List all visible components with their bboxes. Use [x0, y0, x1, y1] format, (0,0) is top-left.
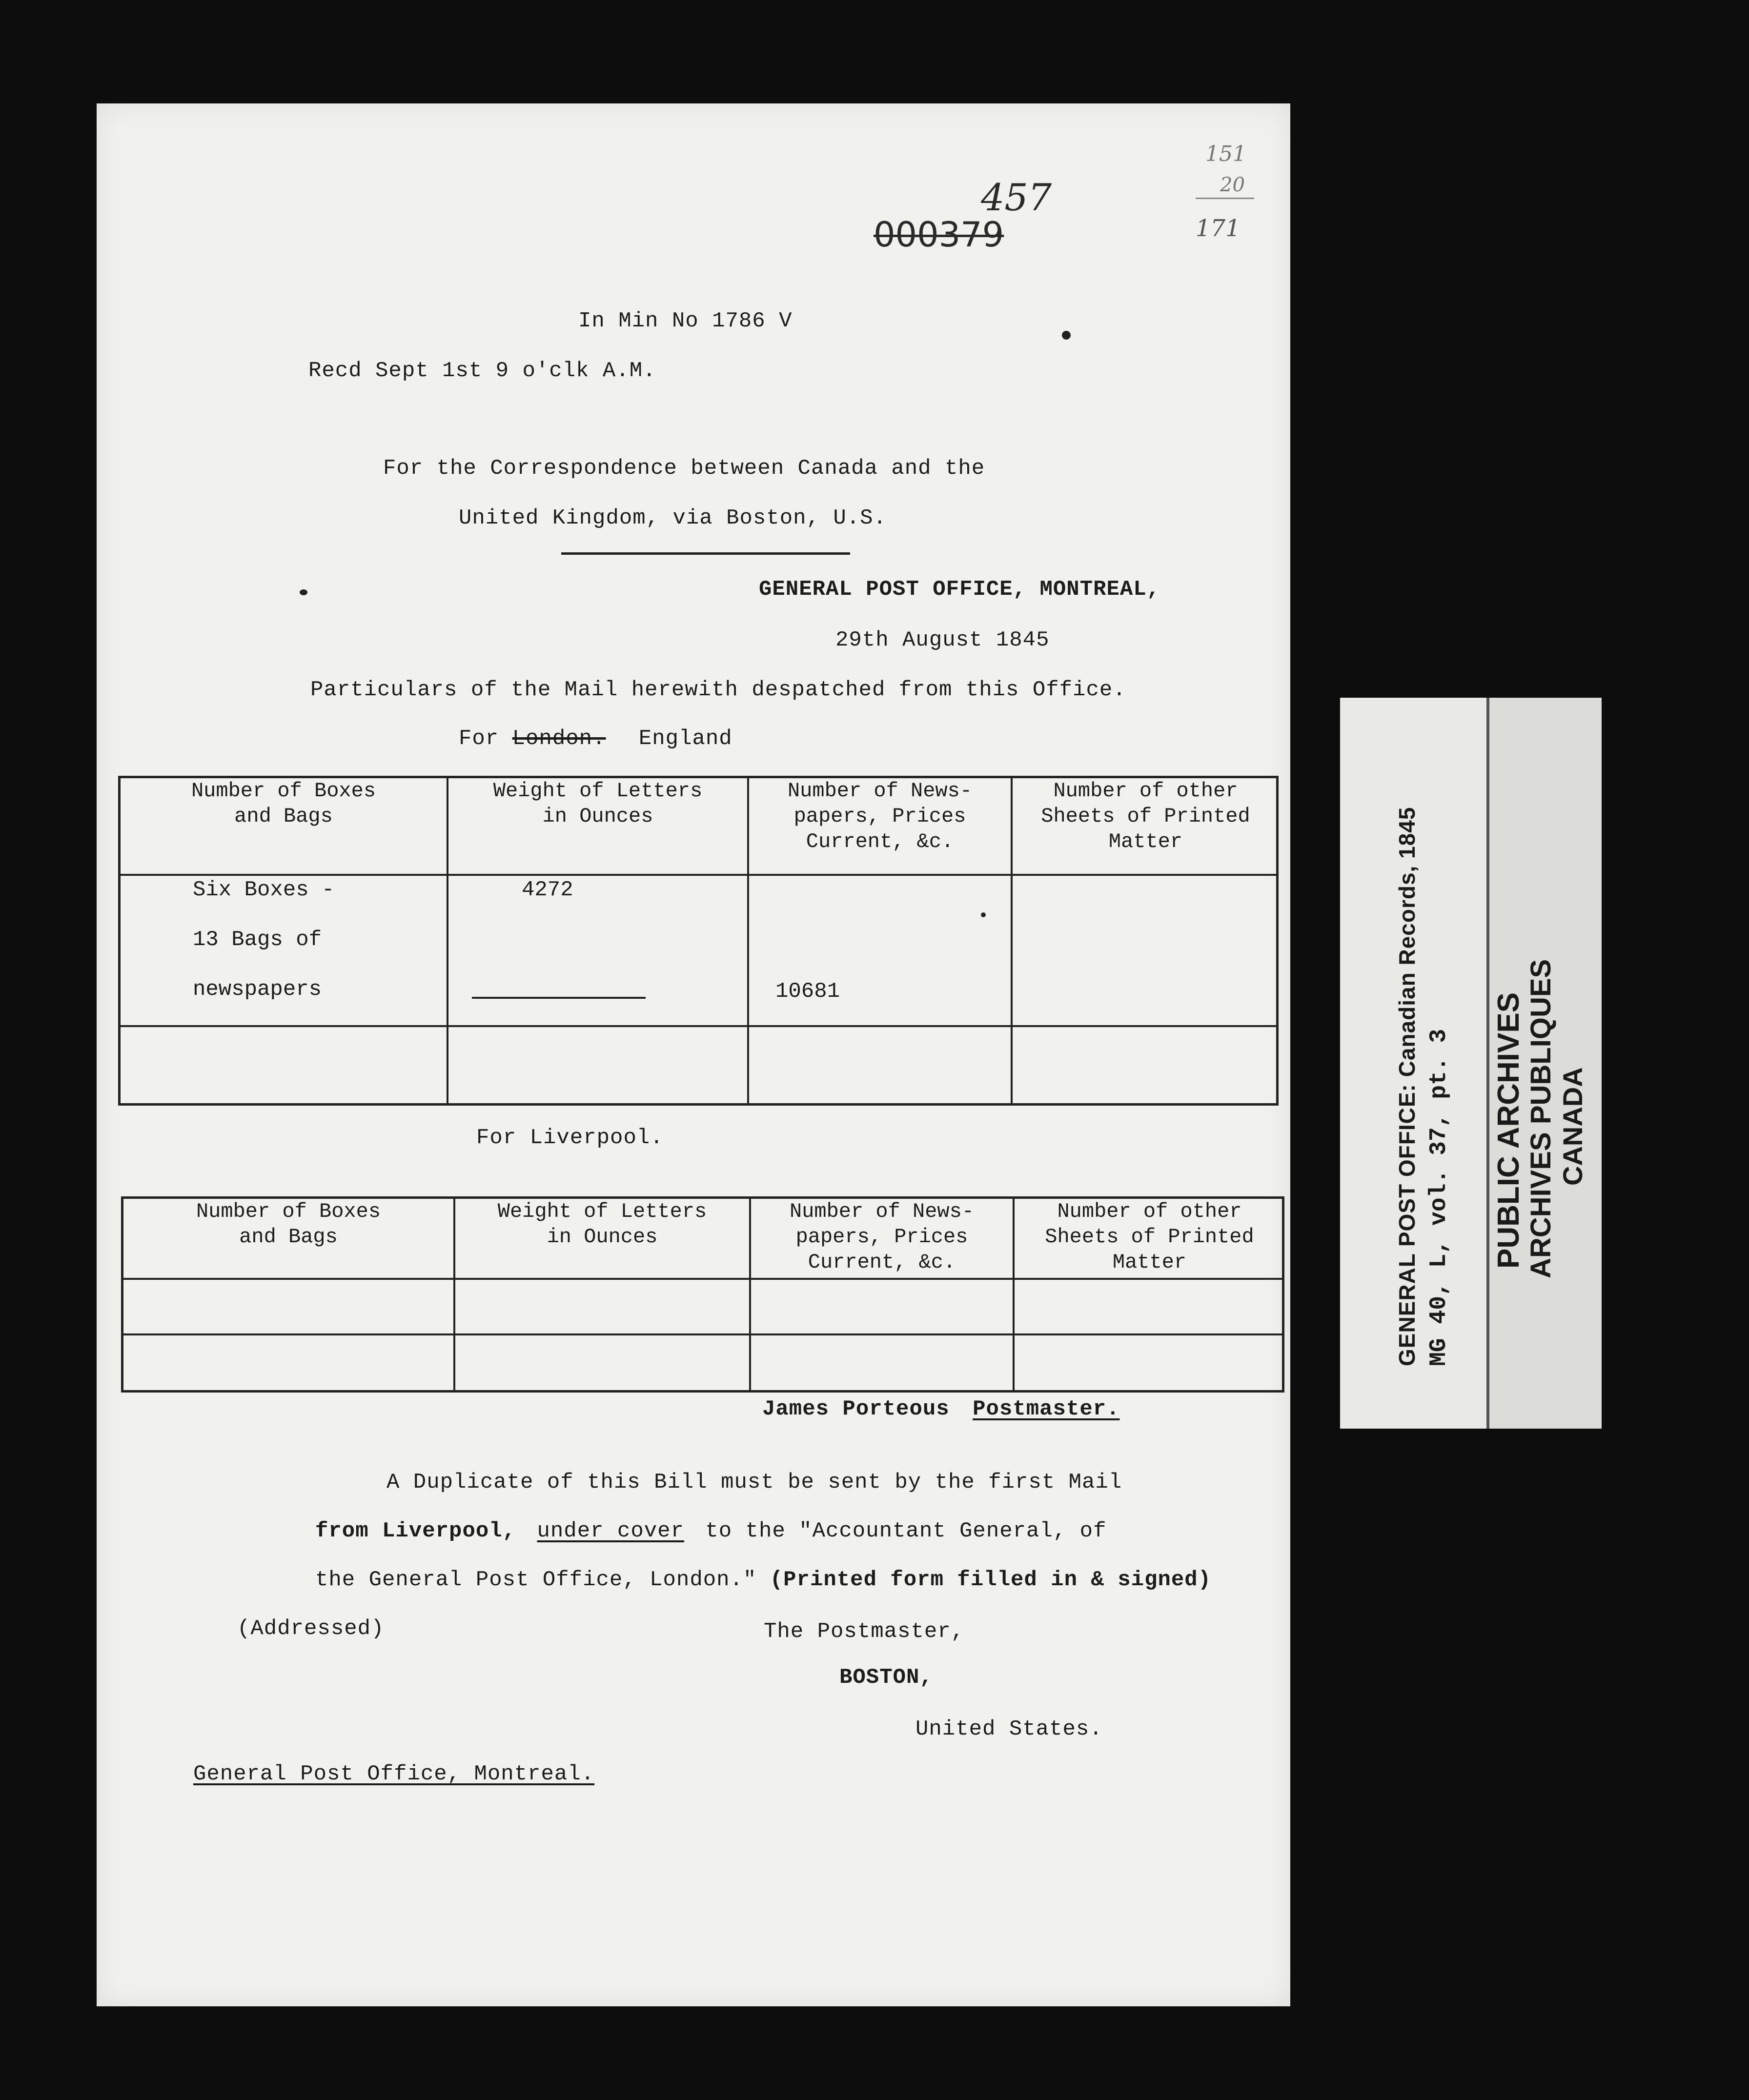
- column-header-other: Number of other Sheets of Printed Matter: [1045, 1200, 1254, 1274]
- cell-boxes-line-2: 13 Bags of: [193, 928, 322, 952]
- particulars-heading: Particulars of the Mail herewith despatched from this Office.: [310, 678, 1126, 702]
- margin-note-1: 151: [1205, 141, 1246, 166]
- column-header-boxes: Number of Boxes and Bags: [191, 779, 376, 828]
- column-header-other: Number of other Sheets of Printed Matter: [1041, 779, 1250, 853]
- folio-number: 457: [981, 176, 1052, 219]
- ink-spot: [1062, 331, 1071, 340]
- column-header-newspapers: Number of News- papers, Prices Current, &c.: [789, 1200, 975, 1274]
- postmaster-title: Postmaster.: [973, 1397, 1120, 1421]
- purpose-line-1: For the Correspondence between Canada and the: [383, 456, 985, 481]
- instruction-line-2: [315, 1520, 1106, 1542]
- margin-note-3: 171: [1196, 215, 1241, 242]
- archive-record-line-1: GENERAL POST OFFICE: Canadian Records, 1845: [1394, 807, 1420, 1366]
- address-line-3: United States.: [915, 1717, 1103, 1741]
- destination-line: [459, 728, 732, 749]
- accountant-general: to the "Accountant General, of: [705, 1519, 1107, 1543]
- origin-office: General Post Office, Montreal.: [193, 1762, 595, 1786]
- weight-blank-line: [472, 997, 646, 999]
- archive-record-line-2: MG 40, L, vol. 37, pt. 3: [1426, 1029, 1452, 1366]
- under-cover: under cover: [537, 1519, 684, 1543]
- printed-form-note: (Printed form filled in & signed): [770, 1568, 1212, 1592]
- column-header-boxes: Number of Boxes and Bags: [196, 1200, 381, 1249]
- archive-label-card: [1340, 698, 1599, 1429]
- for-label: For: [459, 727, 499, 751]
- column-header-weight: Weight of Letters in Ounces: [497, 1200, 707, 1249]
- mail-table-england: [118, 776, 1279, 1106]
- from-liverpool: from Liverpool,: [315, 1519, 516, 1543]
- address-line-2: BOSTON,: [839, 1665, 933, 1690]
- signature-line: [762, 1398, 1120, 1420]
- struck-destination: London.: [512, 727, 606, 751]
- postmaster-name: James Porteous: [762, 1397, 950, 1421]
- addressed-label: (Addressed): [237, 1616, 385, 1641]
- gpo-london: the General Post Office, London.": [315, 1568, 757, 1592]
- cell-newspapers: 10681: [775, 979, 840, 1004]
- liverpool-heading: For Liverpool.: [476, 1126, 664, 1150]
- cell-boxes-line-1: Six Boxes -: [193, 878, 335, 902]
- instruction-line-1: A Duplicate of this Bill must be sent by the first Mail: [386, 1470, 1122, 1494]
- purpose-line-2: United Kingdom, via Boston, U.S.: [459, 506, 887, 530]
- instruction-line-3: [315, 1569, 1211, 1591]
- received-note: Recd Sept 1st 9 o'clk A.M.: [308, 359, 656, 383]
- ink-spot: [981, 912, 986, 917]
- header-divider: [561, 552, 850, 555]
- cell-boxes-line-3: newspapers: [193, 977, 322, 1002]
- minute-reference: In Min No 1786 V: [578, 309, 793, 333]
- office-heading: GENERAL POST OFFICE, MONTREAL,: [759, 577, 1160, 602]
- struck-folio-number: 000379: [874, 215, 1004, 255]
- ink-spot: [300, 589, 307, 595]
- margin-sum-rule: [1196, 198, 1254, 199]
- archive-stamp-line-1: PUBLIC ARCHIVES: [1492, 992, 1525, 1269]
- archive-stamp-line-2: ARCHIVES PUBLIQUES: [1525, 959, 1557, 1278]
- destination: England: [638, 727, 732, 751]
- column-header-weight: Weight of Letters in Ounces: [493, 779, 703, 828]
- margin-note-2: 20: [1220, 174, 1245, 196]
- date-line: 29th August 1845: [835, 628, 1050, 652]
- cell-weight: 4272: [522, 878, 573, 902]
- mail-table-liverpool: [121, 1196, 1284, 1393]
- column-header-newspapers: Number of News- papers, Prices Current, &c.: [787, 779, 973, 853]
- archive-stamp-line-3: CANADA: [1557, 1067, 1588, 1186]
- address-line-1: The Postmaster,: [764, 1619, 965, 1644]
